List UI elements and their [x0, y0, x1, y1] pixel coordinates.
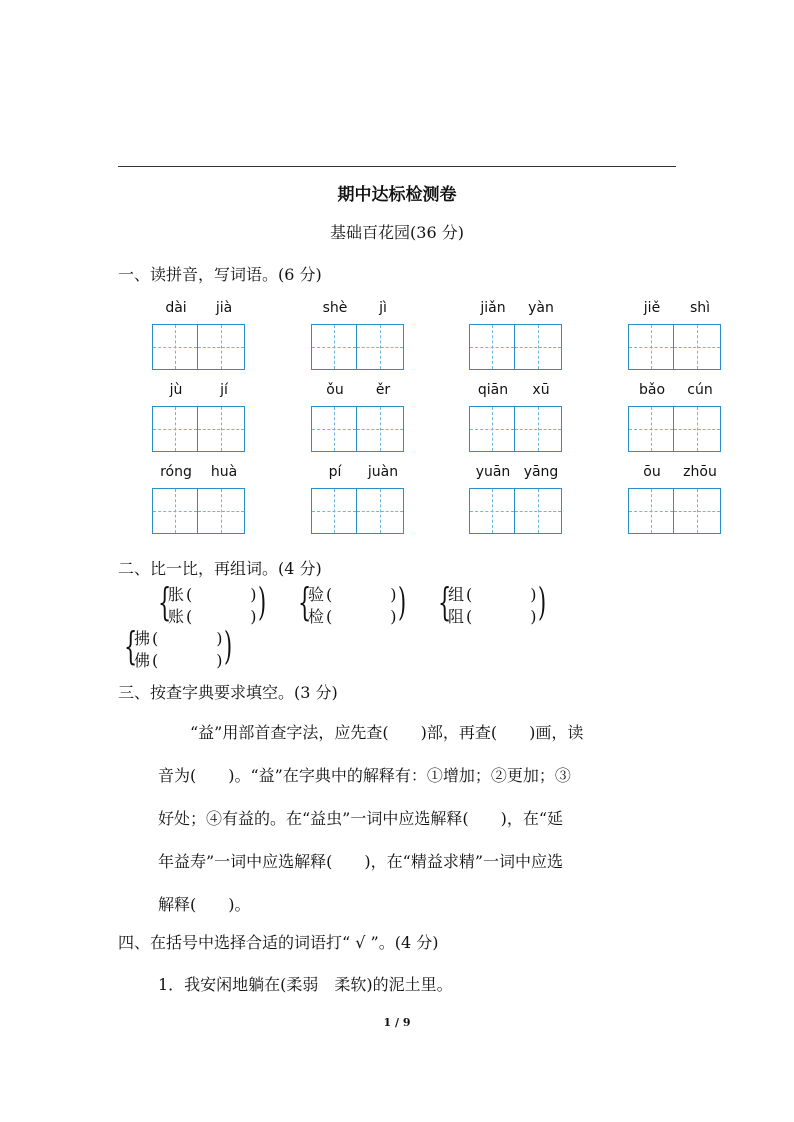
section-1-heading: 一、读拼音，写词语。(6 分) [118, 265, 322, 284]
writing-grid-box[interactable] [198, 488, 245, 534]
right-brace: ) [224, 624, 233, 668]
open-paren: ( [326, 585, 333, 604]
pinyin-syllable: jià [215, 300, 233, 316]
close-paren: ) [390, 585, 397, 604]
pinyin-syllable: zhōu [683, 464, 717, 480]
compare-character: 胀 [168, 585, 185, 604]
dictionary-line-1: “益”用部首查字法，应先查( )部，再查( )画，读 [190, 723, 584, 742]
writing-grid-box[interactable] [469, 406, 515, 452]
section-3-heading: 三、按查字典要求填空。(3 分) [118, 683, 338, 702]
writing-grid-box[interactable] [311, 406, 357, 452]
compare-pair [158, 580, 268, 628]
writing-grid-box[interactable] [198, 324, 245, 370]
open-paren: ( [466, 607, 473, 626]
compare-character: 组 [448, 585, 465, 604]
compare-row [448, 606, 537, 628]
section-2-heading: 二、比一比，再组词。(4 分) [118, 559, 322, 578]
compare-character: 拂 [134, 629, 151, 648]
pinyin-word-group [628, 300, 724, 378]
open-paren: ( [186, 607, 193, 626]
writing-grid-box[interactable] [198, 406, 245, 452]
right-brace: ) [398, 580, 407, 624]
pinyin-word-group [311, 464, 407, 542]
compare-row [448, 584, 537, 606]
pinyin-syllable: xū [532, 382, 550, 398]
pinyin-syllable: yāng [523, 464, 559, 480]
page-number: 1 / 9 [383, 1016, 411, 1029]
writing-grid-box[interactable] [515, 324, 562, 370]
compare-row [168, 584, 257, 606]
compare-character: 阻 [448, 607, 465, 626]
writing-grid-box[interactable] [357, 488, 404, 534]
pinyin-syllable: cún [687, 382, 713, 398]
compare-character: 验 [308, 585, 325, 604]
pinyin-word-group [152, 300, 248, 378]
pinyin-word-group [469, 300, 565, 378]
pinyin-syllable: yuān [475, 464, 511, 480]
writing-grid-box[interactable] [674, 324, 721, 370]
compare-pair [298, 580, 408, 628]
writing-grid-box[interactable] [357, 406, 404, 452]
pinyin-syllable: shì [689, 300, 711, 316]
close-paren: ) [390, 607, 397, 626]
compare-pair [438, 580, 548, 628]
close-paren: ) [530, 585, 537, 604]
dictionary-line-4: 年益寿”一词中应选解释( )，在“精益求精”一词中应选 [158, 852, 564, 871]
pinyin-syllable: róng [160, 464, 192, 480]
compare-row [134, 650, 223, 672]
writing-grid-box[interactable] [628, 488, 674, 534]
pinyin-syllable: yàn [528, 300, 554, 316]
pinyin-word-group [628, 382, 724, 460]
pinyin-word-group [469, 382, 565, 460]
close-paren: ) [250, 585, 257, 604]
pinyin-word-group [628, 464, 724, 542]
left-brace: { [438, 580, 452, 624]
open-paren: ( [326, 607, 333, 626]
writing-grid-box[interactable] [674, 488, 721, 534]
open-paren: ( [152, 629, 159, 648]
pinyin-syllable: huà [210, 464, 238, 480]
pinyin-syllable: jiǎn [480, 300, 506, 316]
compare-character: 账 [168, 607, 185, 626]
compare-pair [124, 624, 234, 672]
open-paren: ( [466, 585, 473, 604]
writing-grid-box[interactable] [152, 406, 198, 452]
pinyin-word-group [311, 382, 407, 460]
compare-character: 佛 [134, 651, 151, 670]
writing-grid-box[interactable] [357, 324, 404, 370]
dictionary-line-3: 好处；④有益的。在“益虫”一词中应选解释( )，在“延 [158, 809, 564, 828]
right-brace: ) [538, 580, 547, 624]
writing-grid-box[interactable] [311, 488, 357, 534]
pinyin-word-group [152, 464, 248, 542]
left-brace: { [158, 580, 172, 624]
header-rule [118, 166, 676, 167]
page-subtitle: 基础百花园(36 分) [330, 223, 464, 242]
pinyin-syllable: jiě [643, 300, 661, 316]
right-brace: ) [258, 580, 267, 624]
pinyin-syllable: juàn [367, 464, 399, 480]
writing-grid-box[interactable] [152, 488, 198, 534]
pinyin-word-group [311, 300, 407, 378]
section-4-heading: 四、在括号中选择合适的词语打“ √ ”。(4 分) [118, 933, 439, 952]
pinyin-syllable: dài [165, 300, 187, 316]
compare-row [308, 584, 397, 606]
dictionary-line-5: 解释( )。 [158, 895, 251, 914]
close-paren: ) [216, 629, 223, 648]
compare-row [308, 606, 397, 628]
writing-grid-box[interactable] [311, 324, 357, 370]
compare-row [134, 628, 223, 650]
writing-grid-box[interactable] [674, 406, 721, 452]
close-paren: ) [250, 607, 257, 626]
close-paren: ) [216, 651, 223, 670]
pinyin-word-group [469, 464, 565, 542]
compare-row [168, 606, 257, 628]
pinyin-syllable: qiān [477, 382, 509, 398]
dictionary-line-2: 音为( )。“益”在字典中的解释有：①增加；②更加；③ [158, 766, 571, 785]
pinyin-syllable: pí [328, 464, 342, 480]
writing-grid-box[interactable] [515, 488, 562, 534]
left-brace: { [124, 624, 138, 668]
pinyin-grid [152, 300, 724, 540]
writing-grid-box[interactable] [628, 324, 674, 370]
writing-grid-box[interactable] [628, 406, 674, 452]
close-paren: ) [530, 607, 537, 626]
compare-character: 检 [308, 607, 325, 626]
page-title: 期中达标检测卷 [337, 185, 457, 205]
writing-grid-box[interactable] [469, 488, 515, 534]
pinyin-syllable: ěr [375, 382, 391, 398]
open-paren: ( [152, 651, 159, 670]
left-brace: { [298, 580, 312, 624]
writing-grid-box[interactable] [515, 406, 562, 452]
pinyin-syllable: ǒu [326, 382, 344, 398]
pinyin-syllable: ōu [643, 464, 661, 480]
pinyin-syllable: jì [379, 300, 387, 316]
writing-grid-box[interactable] [469, 324, 515, 370]
pinyin-syllable: bǎo [638, 382, 666, 398]
writing-grid-box[interactable] [152, 324, 198, 370]
pinyin-word-group [152, 382, 248, 460]
pinyin-syllable: shè [322, 300, 348, 316]
pinyin-syllable: jí [220, 382, 228, 398]
open-paren: ( [186, 585, 193, 604]
question-4-item-1: 1．我安闲地躺在(柔弱 柔软)的泥土里。 [158, 975, 453, 994]
pinyin-syllable: jù [169, 382, 183, 398]
